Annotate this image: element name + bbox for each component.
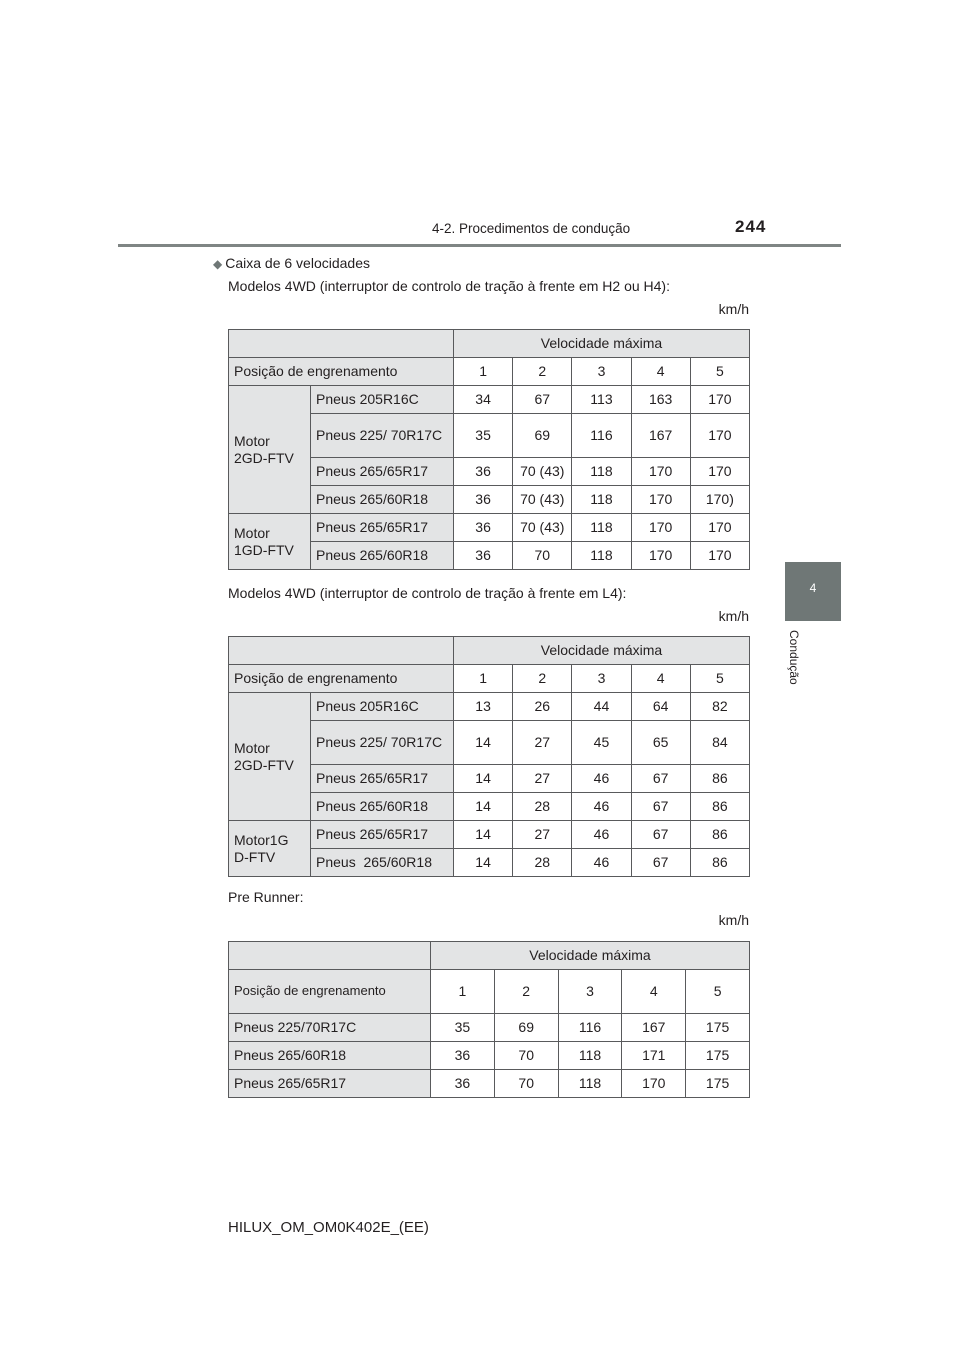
table3-tire: Pneus 265/65R17	[229, 1070, 431, 1098]
table1-gear-header: Posição de engrenamento	[229, 358, 454, 386]
table1-value: 118	[572, 514, 631, 542]
table2-value: 46	[572, 821, 631, 849]
table3-value: 36	[431, 1042, 495, 1070]
table3-tire: Pneus 225/70R17C	[229, 1014, 431, 1042]
table1-value: 118	[572, 458, 631, 486]
table2-value: 44	[572, 693, 631, 721]
chapter-tab[interactable]: 4	[785, 562, 841, 621]
table1-motor: Motor 2GD-FTV	[229, 386, 311, 514]
table2-tire: Pneus 225/ 70R17C	[311, 721, 454, 765]
table1-value: 170	[631, 458, 690, 486]
table2-value: 28	[513, 793, 572, 821]
table2-unit: km/h	[718, 608, 749, 624]
table1-value: 170	[690, 414, 749, 458]
table1-value: 167	[631, 414, 690, 458]
table2-value: 84	[690, 721, 749, 765]
header-divider	[118, 244, 841, 247]
table1-value: 70	[513, 542, 572, 570]
table1-corner-cell	[229, 330, 454, 358]
table2-value: 67	[631, 793, 690, 821]
table2-value: 45	[572, 721, 631, 765]
table1-unit: km/h	[718, 301, 749, 317]
table2-tire: Pneus 265/60R18	[311, 793, 454, 821]
table3-gear: 4	[622, 970, 686, 1014]
page-number: 244	[735, 217, 767, 236]
table3-value: 116	[558, 1014, 622, 1042]
table2-value: 26	[513, 693, 572, 721]
subheading	[213, 255, 370, 271]
table1-gear: 5	[690, 358, 749, 386]
table1	[228, 329, 750, 570]
subheading-text: Caixa de 6 velocidades	[225, 255, 370, 271]
table1-gear: 1	[454, 358, 513, 386]
table2-value: 86	[690, 793, 749, 821]
diamond-bullet-icon: ◆	[213, 257, 223, 271]
table3-corner-cell	[229, 942, 431, 970]
table1-value: 69	[513, 414, 572, 458]
table1-value: 34	[454, 386, 513, 414]
table2-speed-header: Velocidade máxima	[454, 637, 750, 665]
table2	[228, 636, 750, 877]
table3-gear: 2	[494, 970, 558, 1014]
table1-value: 118	[572, 542, 631, 570]
table3-value: 170	[622, 1070, 686, 1098]
table3-value: 36	[431, 1070, 495, 1098]
chapter-label-text: Condução	[787, 630, 801, 685]
table2-value: 27	[513, 821, 572, 849]
table2-gear: 2	[513, 665, 572, 693]
table1-tire: Pneus 265/65R17	[311, 514, 454, 542]
table2-gear: 5	[690, 665, 749, 693]
table2-value: 14	[454, 721, 513, 765]
table1-value: 35	[454, 414, 513, 458]
table1-tire: Pneus 225/ 70R17C	[311, 414, 454, 458]
table2-corner-cell	[229, 637, 454, 665]
table3-tire: Pneus 265/60R18	[229, 1042, 431, 1070]
table2-tire: Pneus 265/65R17	[311, 765, 454, 793]
table1-value: 36	[454, 486, 513, 514]
table2-motor: Motor 2GD-FTV	[229, 693, 311, 821]
table2-tire: Pneus 265/65R17	[311, 821, 454, 849]
table2-gear: 4	[631, 665, 690, 693]
table1-intro: Modelos 4WD (interruptor de controlo de tração à frente em H2 ou H4):	[228, 278, 670, 294]
table3-value: 167	[622, 1014, 686, 1042]
table2-value: 46	[572, 765, 631, 793]
table3-value: 175	[686, 1042, 750, 1070]
table1-value: 170	[690, 386, 749, 414]
table1-value: 170	[690, 514, 749, 542]
table3-value: 118	[558, 1042, 622, 1070]
table1-value: 163	[631, 386, 690, 414]
table2-value: 86	[690, 849, 749, 877]
table2-intro: Modelos 4WD (interruptor de controlo de tração à frente em L4):	[228, 585, 627, 601]
table1-gear: 2	[513, 358, 572, 386]
table2-tire: Pneus 205R16C	[311, 693, 454, 721]
table2-value: 14	[454, 793, 513, 821]
table1-value: 36	[454, 458, 513, 486]
table2-value: 28	[513, 849, 572, 877]
table1-value: 170	[690, 542, 749, 570]
table1-value: 67	[513, 386, 572, 414]
table1-gear: 4	[631, 358, 690, 386]
table1-speed-header: Velocidade máxima	[454, 330, 750, 358]
table2-motor: Motor1G D-FTV	[229, 821, 311, 877]
table1-value: 113	[572, 386, 631, 414]
table2-value: 14	[454, 765, 513, 793]
table3-gear-header: Posição de engrenamento	[229, 970, 431, 1014]
table1-tire: Pneus 265/60R18	[311, 486, 454, 514]
table1-tire: Pneus 265/65R17	[311, 458, 454, 486]
table2-value: 67	[631, 765, 690, 793]
table2-value: 82	[690, 693, 749, 721]
table1-gear: 3	[572, 358, 631, 386]
header-section-title: 4-2. Procedimentos de condução	[432, 221, 631, 236]
table3-value: 70	[494, 1042, 558, 1070]
table2-value: 86	[690, 821, 749, 849]
table3	[228, 941, 750, 1098]
table1-value: 118	[572, 486, 631, 514]
table2-value: 27	[513, 721, 572, 765]
table1-tire: Pneus 265/60R18	[311, 542, 454, 570]
table2-value: 14	[454, 821, 513, 849]
table1-value: 170	[631, 486, 690, 514]
table3-value: 69	[494, 1014, 558, 1042]
table1-value: 36	[454, 542, 513, 570]
document-code: HILUX_OM_OM0K402E_(EE)	[228, 1219, 429, 1236]
table1-value: 170	[631, 514, 690, 542]
table3-speed-header: Velocidade máxima	[431, 942, 750, 970]
table3-value: 175	[686, 1070, 750, 1098]
table2-gear: 3	[572, 665, 631, 693]
table3-intro: Pre Runner:	[228, 889, 304, 905]
table1-value: 70 (43)	[513, 458, 572, 486]
table2-value: 64	[631, 693, 690, 721]
table3-value: 175	[686, 1014, 750, 1042]
table1-value: 70 (43)	[513, 514, 572, 542]
table3-unit: km/h	[718, 912, 749, 928]
table3-value: 118	[558, 1070, 622, 1098]
chapter-label	[787, 630, 807, 700]
table1-value: 116	[572, 414, 631, 458]
table2-value: 27	[513, 765, 572, 793]
table3-value: 171	[622, 1042, 686, 1070]
table2-value: 14	[454, 849, 513, 877]
table3-value: 70	[494, 1070, 558, 1098]
table2-tire: Pneus 265/60R18	[311, 849, 454, 877]
table2-gear-header: Posição de engrenamento	[229, 665, 454, 693]
table2-value: 67	[631, 821, 690, 849]
table2-value: 46	[572, 849, 631, 877]
table1-tire: Pneus 205R16C	[311, 386, 454, 414]
table2-value: 13	[454, 693, 513, 721]
table3-gear: 5	[686, 970, 750, 1014]
table1-value: 36	[454, 514, 513, 542]
table3-value: 35	[431, 1014, 495, 1042]
table3-gear: 1	[431, 970, 495, 1014]
table3-gear: 3	[558, 970, 622, 1014]
table1-value: 70 (43)	[513, 486, 572, 514]
table2-value: 65	[631, 721, 690, 765]
table2-value: 46	[572, 793, 631, 821]
table2-value: 67	[631, 849, 690, 877]
table1-motor: Motor 1GD-FTV	[229, 514, 311, 570]
table2-value: 86	[690, 765, 749, 793]
table1-value: 170	[631, 542, 690, 570]
table1-value: 170	[690, 458, 749, 486]
table1-value: 170)	[690, 486, 749, 514]
table2-gear: 1	[454, 665, 513, 693]
